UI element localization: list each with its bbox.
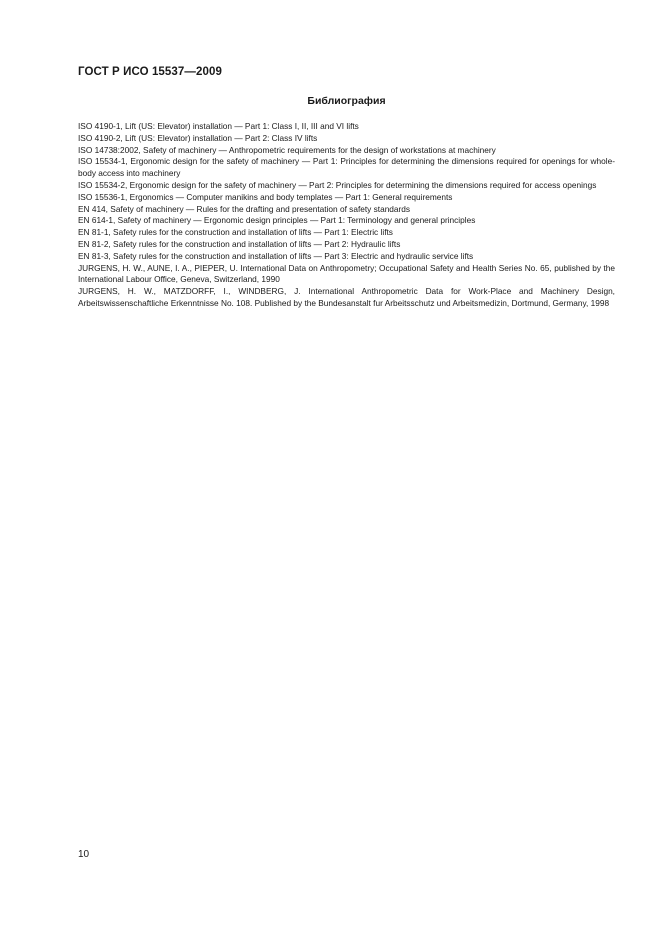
page-number: 10 [78, 849, 90, 860]
bibliography-entry: JURGENS, H. W., AUNE, I. A., PIEPER, U. International Data on Anthropometry; Occupational Safety and Health Series No. 65, published by the International Labour Office, Geneva, Switzerland, 1990 [78, 262, 615, 285]
bibliography-entry: EN 81-3, Safety rules for the construction and installation of lifts — Part 3: Electric and hydraulic service lifts [78, 250, 474, 261]
bibliography-entry: EN 414, Safety of machinery — Rules for the drafting and presentation of safety standards [78, 203, 411, 214]
bibliography-list [78, 121, 615, 310]
bibliography-entry: EN 81-2, Safety rules for the construction and installation of lifts — Part 2: Hydraulic lifts [78, 238, 401, 249]
section-title: Библиография [307, 95, 386, 107]
bibliography-entry: ISO 15534-1, Ergonomic design for the safety of machinery — Part 1: Principles for determining the dimensions required for openings for whole-body access into machinery [78, 156, 615, 179]
document-header: ГОСТ Р ИСО 15537—2009 [78, 66, 223, 78]
bibliography-entry: ISO 15536-1, Ergonomics — Computer manikins and body templates — Part 1: General requirements [78, 191, 453, 202]
bibliography-entry: ISO 4190-2, Lift (US: Elevator) installation — Part 2: Class IV lifts [78, 132, 318, 143]
bibliography-entry: ISO 4190-1, Lift (US: Elevator) installation — Part 1: Class I, II, III and VI lifts [78, 121, 359, 131]
bibliography-entry: EN 81-1, Safety rules for the construction and installation of lifts — Part 1: Electric lifts [78, 227, 393, 238]
bibliography-entry: EN 614-1, Safety of machinery — Ergonomic design principles — Part 1: Terminology and general principles [78, 215, 476, 226]
bibliography-entry: ISO 14738:2002, Safety of machinery — Anthropometric requirements for the design of workstations at machinery [78, 144, 496, 155]
bibliography-entry: JURGENS, H. W., MATZDORFF, I., WINDBERG, J. International Anthropometric Data for Work-Place and Machinery Design, Arbeitswissenschaftliche Erkenntnisse No. 108. Published by the Bundesanstalt fur Arbeitsschutz und Arbeitsmedizin, Dortmund, Germany, 1998 [78, 286, 615, 308]
bibliography-entry: ISO 15534-2, Ergonomic design for the safety of machinery — Part 2: Principles for determining the dimensions required for access openings [78, 179, 597, 190]
